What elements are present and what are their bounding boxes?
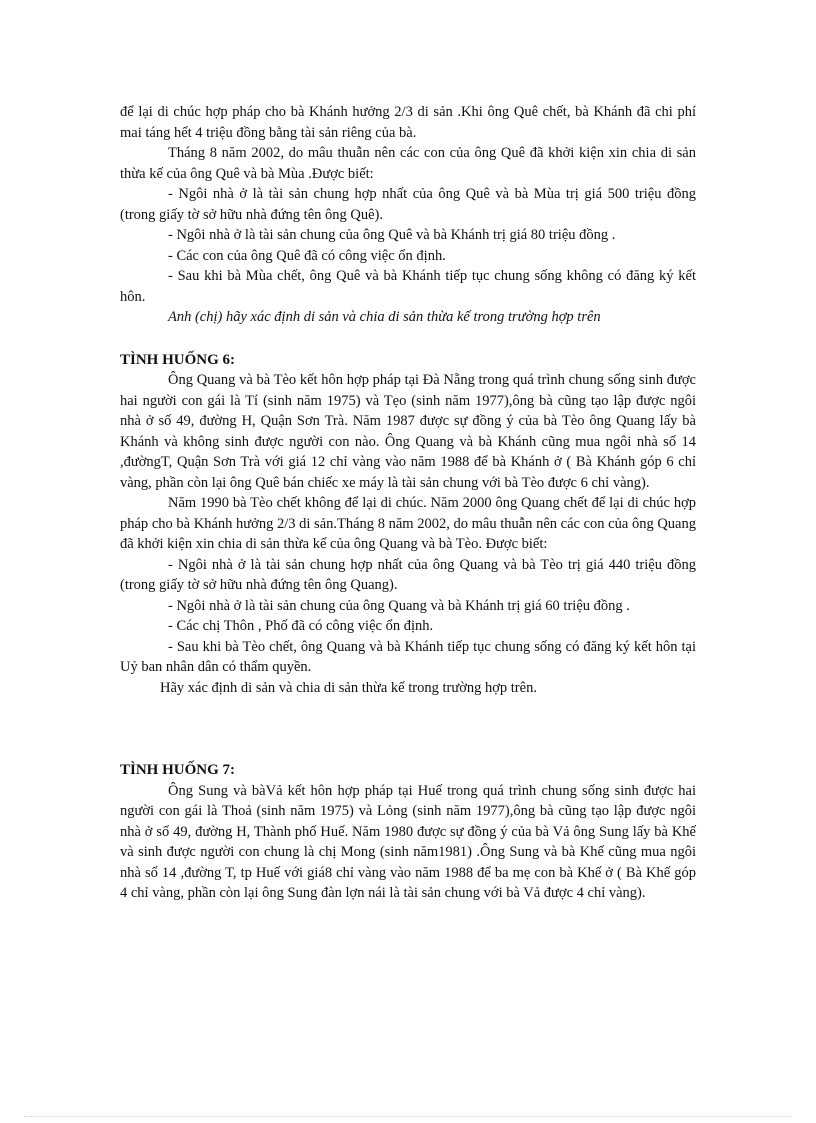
spacer	[120, 698, 696, 760]
case-6-fact-house-2: - Ngôi nhà ở là tài sản chung của ông Quang và bà Khánh trị giá 60 triệu đồng .	[168, 597, 630, 614]
case-6-paragraph-1: Ông Quang và bà Tèo kết hôn hợp pháp tại Đà Nẵng trong quá trình chung sống sinh được hai người con gái là Tí (sinh năm 1975) và Tẹo (sinh năm 1977),ông bà cũng tạo lập được ngôi nhà ở số 49, đường H, Quận Sơn Trà. Năm 1987 được sự đồng ý của bà Tèo ông Quang lấy bà Khánh và không sinh được người con nào. Ông Quang và bà Khánh cũng mua ngôi nhà số 14 ,đườngT, Quận Sơn Trà với giá 12 chỉ vàng vào năm 1988 để bà Khánh ở ( Bà Khánh góp 6 chỉ vàng, phần còn lại ông Quê bán chiếc xe máy là tài sản chung với bà Tèo được 6 chỉ vàng).	[120, 372, 696, 491]
case-6-paragraph-2: Năm 1990 bà Tèo chết không để lại di chúc. Năm 2000 ông Quang chết để lại di chúc hợp pháp cho bà Khánh hưởng 2/3 di sản.Tháng 8 năm 2002, do mâu thuẫn nên các con của ông Quang đã khởi kiện xin chia di sản thừa kế của ông Quang và bà Tèo. Được biết:	[120, 495, 696, 552]
fact-item-house-1: - Ngôi nhà ở là tài sản chung hợp nhất của ông Quê và bà Mùa trị giá 500 triệu đồng (trong giấy tờ sở hữu nhà đứng tên ông Quê).	[120, 186, 696, 223]
document-page	[120, 102, 696, 904]
case-6-question: Hãy xác định di sản và chia di sản thừa kế trong trường hợp trên.	[160, 679, 537, 696]
case-6-fact-marriage: - Sau khi bà Tèo chết, ông Quang và bà Khánh tiếp tục chung sống có đăng ký kết hôn tại Uỷ ban nhân dân có thẩm quyền.	[120, 638, 696, 675]
case-question: Anh (chị) hãy xác định di sản và chia di sản thừa kế trong trường hợp trên	[168, 309, 601, 325]
fact-item-cohabitation: - Sau khi bà Mùa chết, ông Quê và bà Khánh tiếp tục chung sống không có đăng ký kết hôn.	[120, 268, 696, 305]
case-7-title: TÌNH HUỐNG 7:	[120, 762, 236, 778]
fact-item-house-2: - Ngôi nhà ở là tài sản chung của ông Quê và bà Khánh trị giá 80 triệu đồng .	[168, 227, 616, 243]
paragraph-lawsuit: Tháng 8 năm 2002, do mâu thuẫn nên các con của ông Quê đã khởi kiện xin chia di sản thừa kế của ông Quê và bà Mùa .Được biết:	[120, 145, 696, 182]
paragraph-inheritance-will: để lại di chúc hợp pháp cho bà Khánh hưởng 2/3 di sản .Khi ông Quê chết, bà Khánh đã chi phí mai táng hết 4 triệu đồng bằng tài sản riêng của bà.	[120, 104, 696, 141]
page-bottom-rule	[24, 1116, 792, 1117]
case-6-fact-children: - Các chị Thôn , Phố đã có công việc ổn định.	[168, 618, 434, 634]
case-6-fact-house-1: - Ngôi nhà ở là tài sản chung hợp nhất của ông Quang và bà Tèo trị giá 440 triệu đồng (trong giấy tờ sở hữu nhà đứng tên ông Quang).	[120, 556, 696, 593]
case-6-title: TÌNH HUỐNG 6:	[120, 351, 236, 368]
spacer	[120, 328, 696, 350]
case-7-paragraph-1: Ông Sung và bàVả kết hôn hợp pháp tại Huế trong quá trình chung sống sinh được hai người con gái là Thoả (sinh năm 1975) và Lỏng (sinh năm 1977),ông bà cũng tạo lập được ngôi nhà ở số 49, đường H, Thành phố Huế. Năm 1980 được sự đồng ý của bà Vả ông Sung lấy bà Khế và sinh được người con chung là chị Mong (sinh năm1981) .Ông Sung và bà Khế cũng mua ngôi nhà số 14 ,đường T, tp Huế với giá8 chỉ vàng vào năm 1988 để ba mẹ con bà Khế ở ( Bà Khế góp 4 chỉ vàng, phần còn lại ông Sung đàn lợn nái là tài sản chung với bà Vả được 4 chỉ vàng).	[120, 782, 696, 901]
fact-item-children: - Các con của ông Quê đã có công việc ổn định.	[168, 247, 446, 264]
